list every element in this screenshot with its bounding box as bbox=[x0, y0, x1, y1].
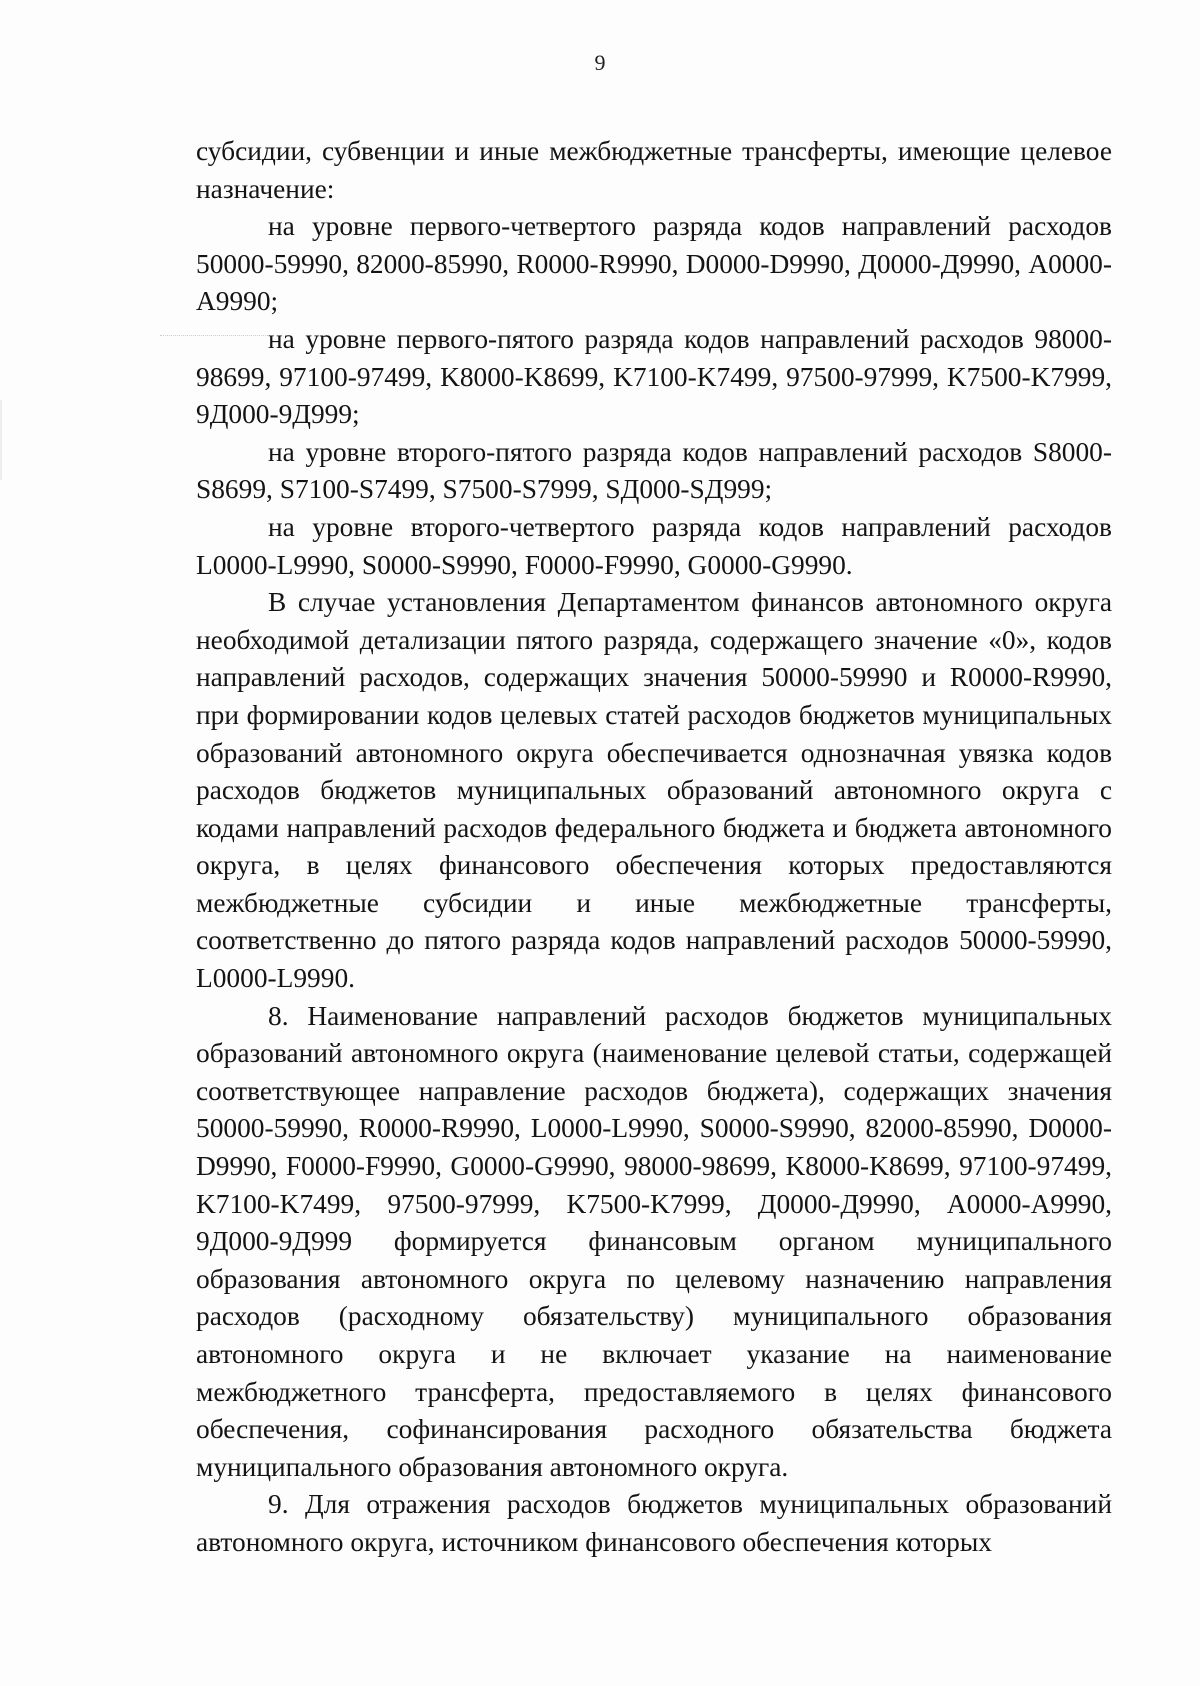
document-body bbox=[196, 133, 1112, 1562]
paragraph-5: на уровне второго-четвертого разряда кодов направлений расходов L0000-L9990, S0000-S9990, F0000-F9990, G0000-G9990. bbox=[196, 511, 1112, 580]
paragraph-1: субсидии, субвенции и иные межбюджетные трансферты, имеющие целевое назначение: bbox=[196, 136, 1112, 204]
scan-edge-artifact bbox=[0, 400, 2, 480]
paragraph-4: на уровне второго-пятого разряда кодов направлений расходов S8000-S8699, S7100-S7499, S7500-S7999, SД000-SД999; bbox=[196, 436, 1112, 505]
page-number: 9 bbox=[594, 50, 606, 75]
paragraph-7: 8. Наименование направлений расходов бюджетов муниципальных образований автономного округа (наименование целевой статьи, содержащей соответствующее направление расходов бюджета), содержащих значения 50000-59990, R0000-R9990, L0000-L9990, S0000-S9990, 82000-85990, D0000-D9990, F0000-F9990, G0000-G9990, 98000-98699, K8000-K8699, 97100-97499, K7100-K7499, 97500-97999, K7500-K7999, Д0000-Д9990, А0000-А9990, 9Д000-9Д999 формируется финансовым органом муниципального образования автономного округа по целевому назначению направления расходов (расходному обязательству) муниципального образования автономного округа и не включает указание на наименование межбюджетного трансферта, предоставляемого в целях финансового обеспечения, софинансирования расходного обязательства бюджета муниципального образования автономного округа. bbox=[196, 1000, 1112, 1482]
paragraph-6: В случае установления Департаментом финансов автономного округа необходимой детализации пятого разряда, содержащего значение «0», кодов направлений расходов, содержащих значения 50000-59990 и R0000-R9990, при формировании кодов целевых статей расходов бюджетов муниципальных образований автономного округа обеспечивается однозначная увязка кодов расходов бюджетов муниципальных образований автономного округа с кодами направлений расходов федерального бюджета и бюджета автономного округа, в целях финансового обеспечения которых предоставляются межбюджетные субсидии и иные межбюджетные трансферты, соответственно до пятого разряда кодов направлений расходов 50000-59990, L0000-L9990. bbox=[196, 587, 1112, 994]
paragraph-8: 9. Для отражения расходов бюджетов муниципальных образований автономного округа, источником финансового обеспечения которых bbox=[196, 1489, 1112, 1557]
paragraph-2: на уровне первого-четвертого разряда кодов направлений расходов 50000-59990, 82000-85990, R0000-R9990, D0000-D9990, Д0000-Д9990, А0000-А9990; bbox=[196, 211, 1112, 317]
paragraph-3: на уровне первого-пятого разряда кодов направлений расходов 98000-98699, 97100-97499, K8000-K8699, K7100-K7499, 97500-97999, K7500-K7999, 9Д000-9Д999; bbox=[196, 323, 1112, 430]
